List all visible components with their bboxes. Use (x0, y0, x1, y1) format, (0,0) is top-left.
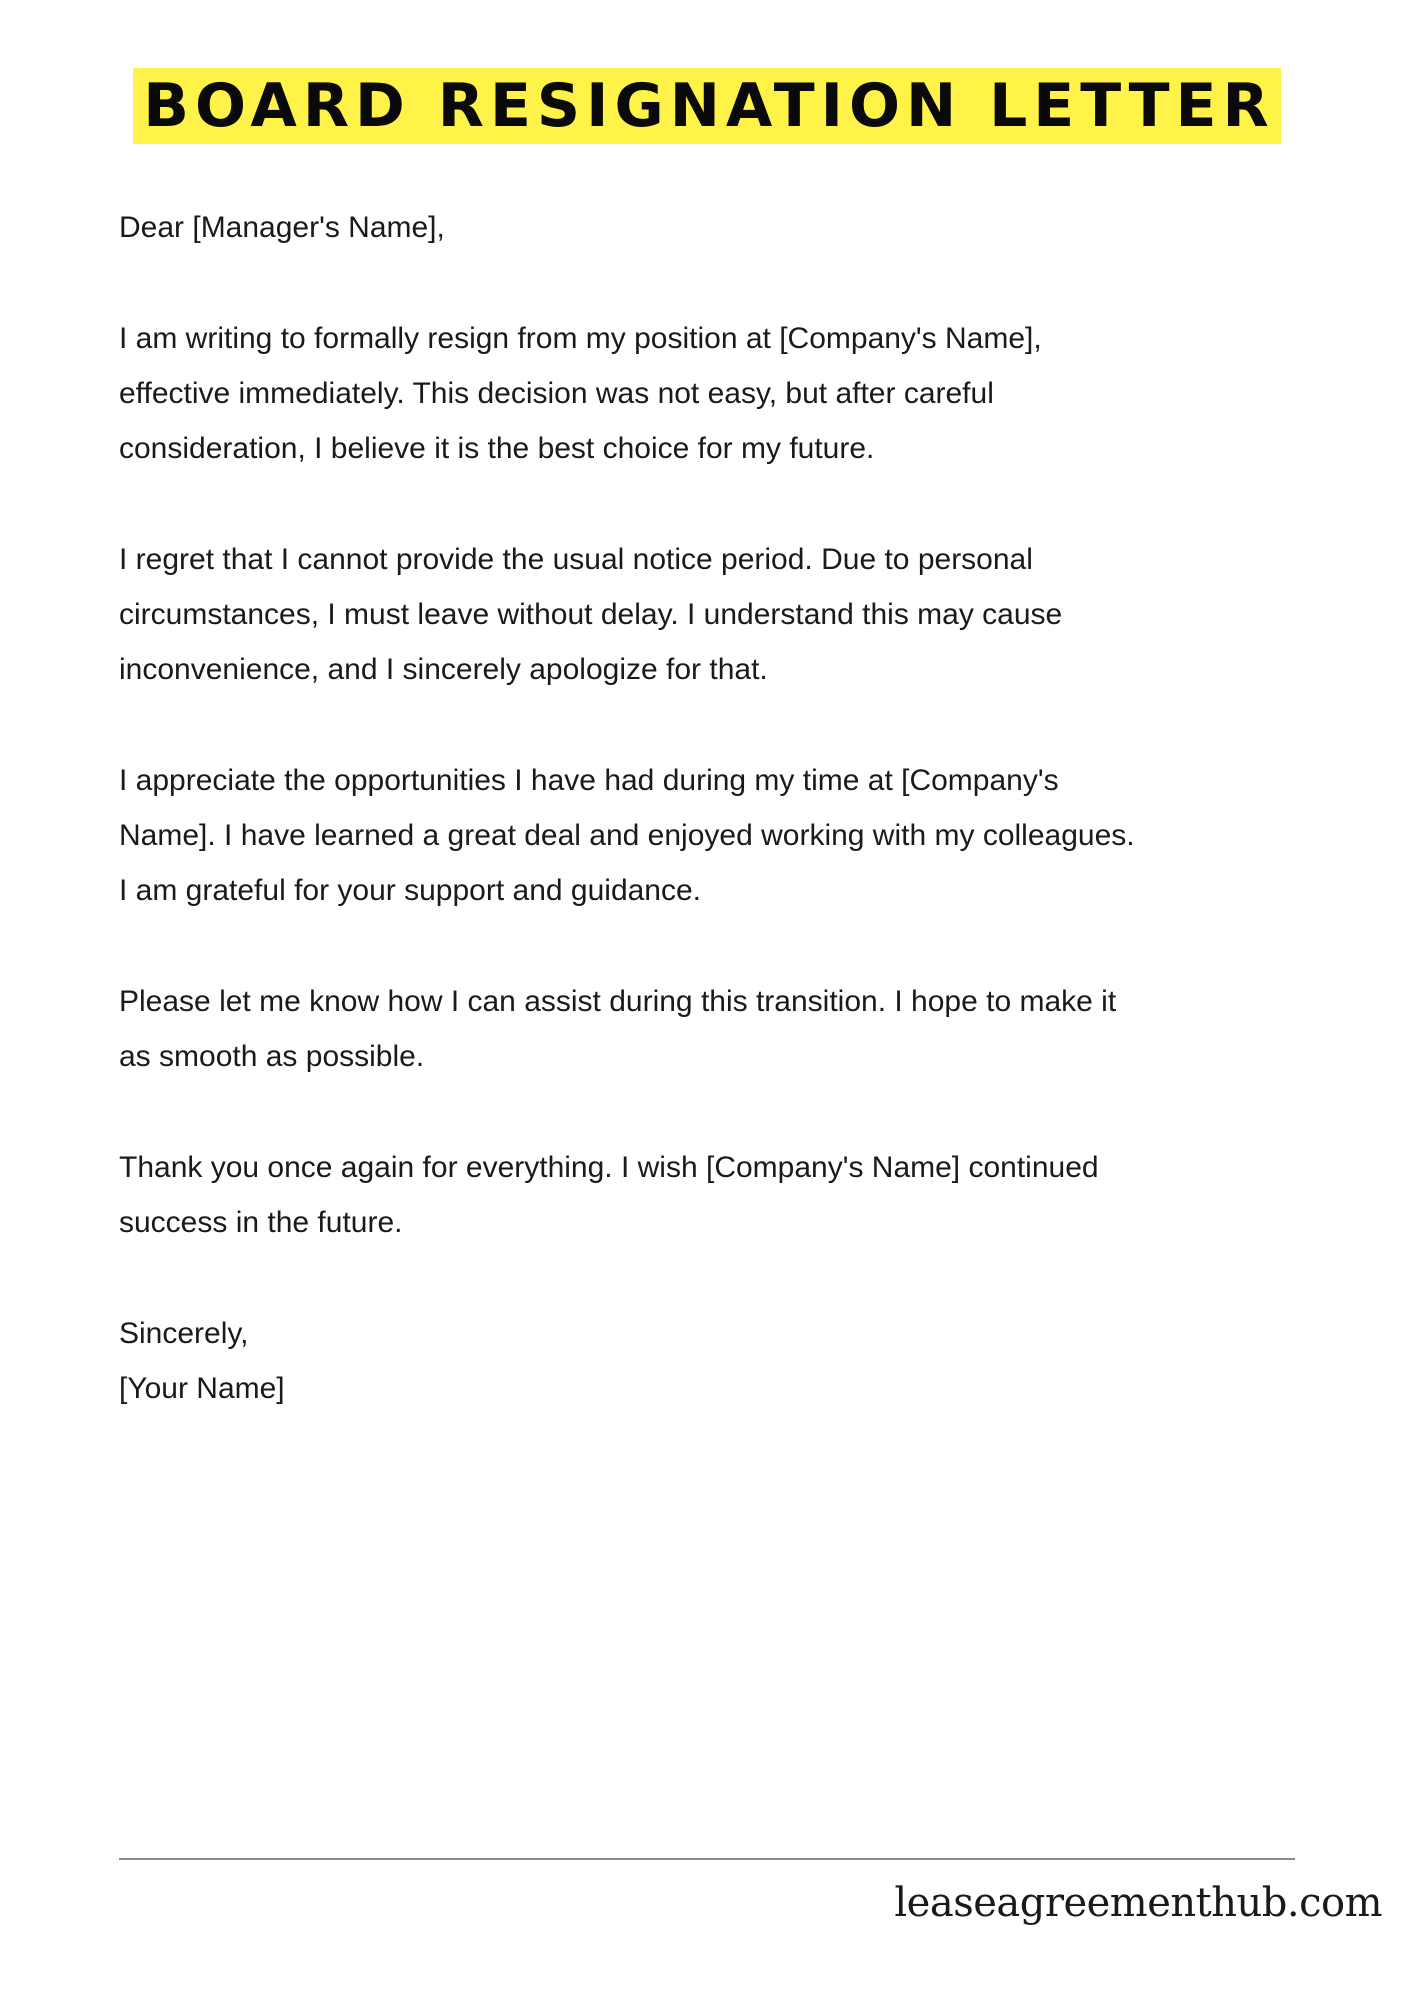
footer-site-name: leaseagreementhub.com (894, 1880, 1382, 1926)
paragraph-line: I am writing to formally resign from my position at [Company's Name], (119, 322, 1042, 355)
paragraph-4 (119, 974, 1319, 1084)
footer-divider (119, 1858, 1295, 1860)
paragraph-line: effective immediately. This decision was not easy, but after careful (119, 377, 994, 410)
paragraph-line: as smooth as possible. (119, 1040, 425, 1073)
paragraph-line: inconvenience, and I sincerely apologize for that. (119, 653, 768, 686)
paragraph-line: I appreciate the opportunities I have had during my time at [Company's (119, 764, 1059, 797)
closing: Sincerely, (119, 1317, 249, 1350)
letter-body (119, 200, 1319, 1416)
paragraph-line: consideration, I believe it is the best choice for my future. (119, 432, 875, 465)
salutation (119, 200, 1319, 255)
paragraph-line: I am grateful for your support and guidance. (119, 874, 702, 907)
salutation-text: Dear [Manager's Name], (119, 211, 445, 244)
paragraph-line: Name]. I have learned a great deal and enjoyed working with my colleagues. (119, 819, 1135, 852)
paragraph-line: circumstances, I must leave without delay. I understand this may cause (119, 598, 1063, 631)
paragraph-1 (119, 311, 1319, 476)
signature-placeholder: [Your Name] (119, 1372, 285, 1405)
paragraph-5 (119, 1140, 1319, 1250)
paragraph-line: Thank you once again for everything. I wish [Company's Name] continued (119, 1151, 1099, 1184)
paragraph-line: I regret that I cannot provide the usual notice period. Due to personal (119, 543, 1033, 576)
paragraph-3 (119, 753, 1319, 918)
title-container (0, 68, 1414, 144)
paragraph-line: success in the future. (119, 1206, 403, 1239)
paragraph-line: Please let me know how I can assist during this transition. I hope to make it (119, 985, 1117, 1018)
sign-off (119, 1306, 1319, 1416)
paragraph-2 (119, 532, 1319, 697)
document-title: BOARD RESIGNATION LETTER (133, 68, 1280, 144)
